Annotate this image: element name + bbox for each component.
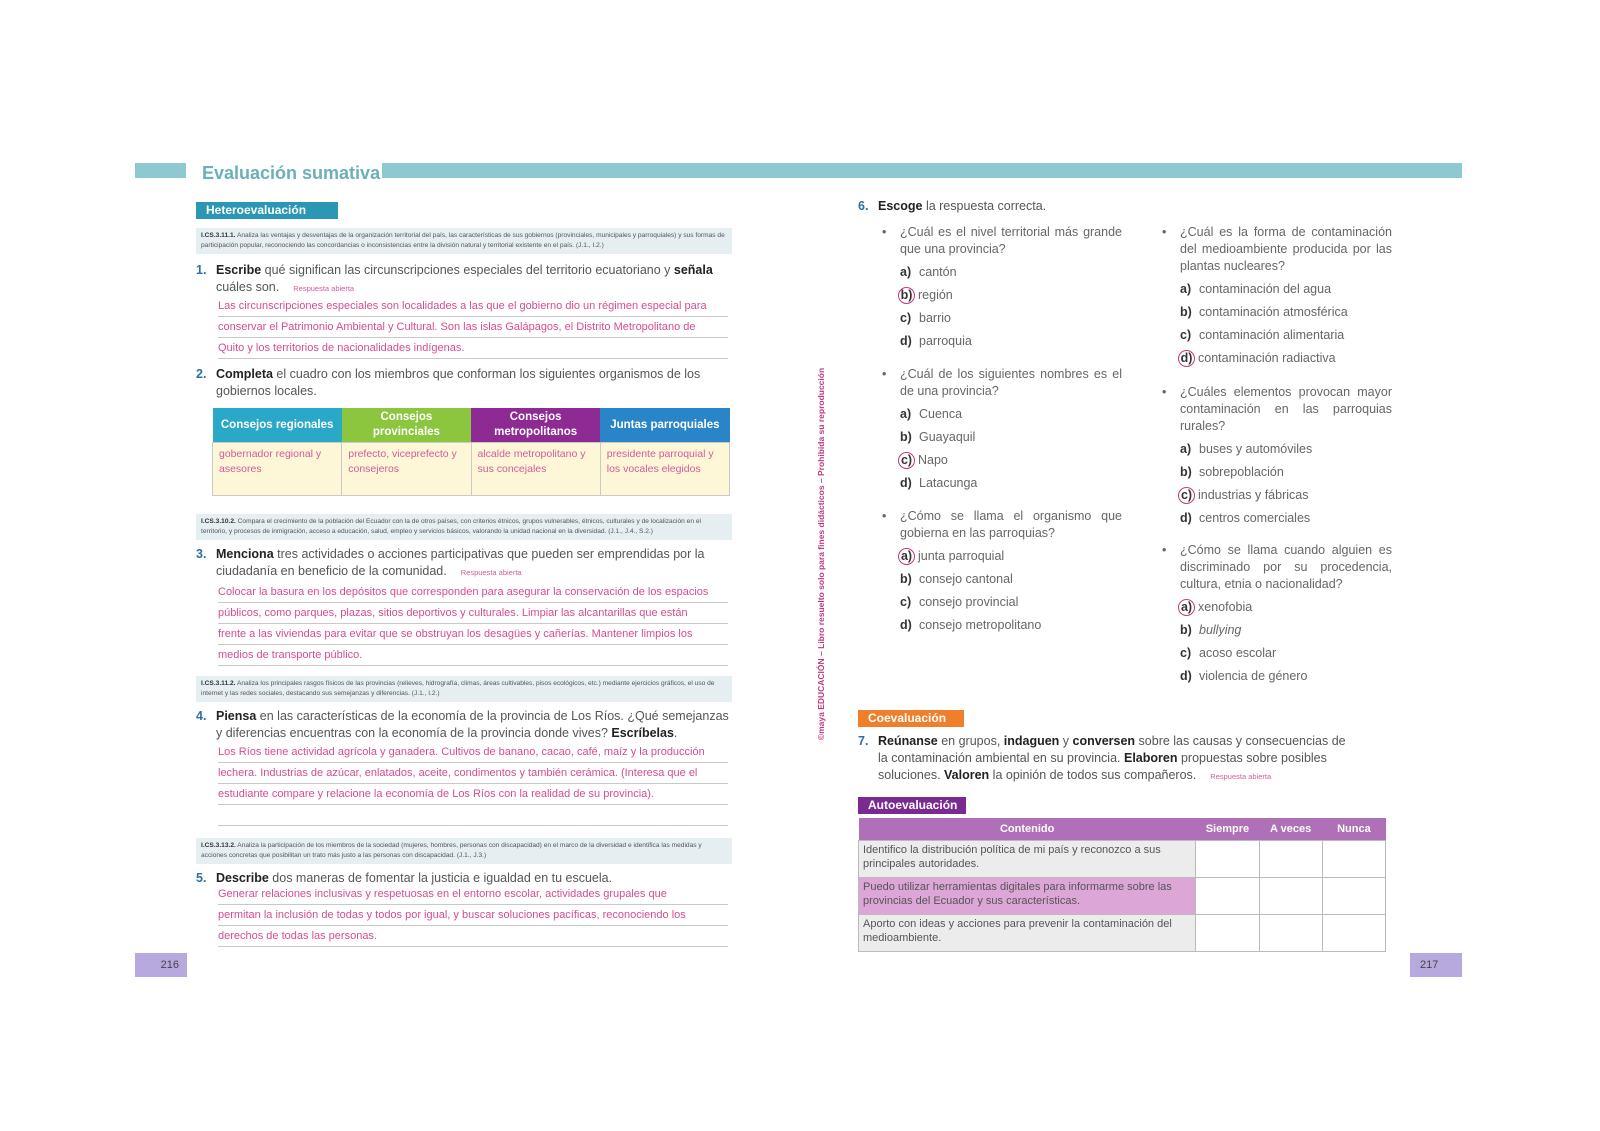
table-cell: presidente parroquial y los vocales elegidos: [600, 443, 729, 496]
checkbox-cell-siempre[interactable]: [1196, 841, 1259, 878]
mcq-item: • ¿Cómo se llama el organismo que gobierna en las parroquias? a) junta parroquial b) consejo cantonal c) consejo provincial d) consejo metropolitano: [882, 508, 1122, 648]
mcq-item: • ¿Cuál es la forma de contaminación del medioambiente producida por las plantas nucleares? a) contaminación del agua b) contaminación atmosférica c) contaminación alimentaria d) contaminación radiactiva: [1162, 224, 1392, 374]
checkbox-cell-siempre[interactable]: [1196, 878, 1259, 915]
option[interactable]: d) consejo metropolitano: [900, 618, 1042, 632]
checkbox-cell-nunca[interactable]: [1322, 878, 1385, 915]
header-juntas-parroquiales: Juntas parroquiales: [600, 408, 729, 443]
header-nunca: Nunca: [1322, 818, 1385, 841]
question-2: 2. Completa el cuadro con los miembros que conforman los siguientes organismos de los gobiernos locales.: [196, 367, 701, 398]
header-contenido: Contenido: [859, 818, 1196, 841]
option[interactable]: a) buses y automóviles: [1180, 442, 1313, 456]
copyright-sidebar: ©maya EDUCACIÓN – Libro resuelto solo para fines didácticos – Prohibida su reproducción: [816, 367, 826, 741]
question-4: 4. Piensa en las características de la economía de la provincia de Los Ríos. ¿Qué semejanzas y diferencias encuentras con la economía de la provincia donde vives? Escríbelas.: [196, 709, 729, 740]
checkbox-cell-a-veces[interactable]: [1259, 841, 1322, 878]
checkbox-cell-a-veces[interactable]: [1259, 915, 1322, 952]
answer-4: Los Ríos tiene actividad agrícola y ganadera. Cultivos de banano, cacao, café, maíz y la producción lechera. Industrias de azúcar, enlatados, aceite, condimentos y también cerámica. (Interesa que el estudiante compare y relacione la economía de Los Ríos con la realidad de su provincia).: [218, 742, 728, 826]
page-title: Evaluación sumativa: [186, 158, 382, 188]
option-selected[interactable]: b) región: [900, 285, 953, 305]
skill-indicator-2: I.CS.3.10.2. Compara el crecimiento de la población del Ecuador con la de otros países, con criterios étnicos, grupos vulnerables, étnicos, culturales y de localización en el territorio, y procesos de inmigración, acceso a educación, salud, empleo y servicios básicos, valorando la unidad nacional en la diversidad. (J.1., J.4., S.2.): [196, 514, 732, 540]
header-consejos-regionales: Consejos regionales: [213, 408, 342, 443]
checkbox-cell-nunca[interactable]: [1322, 841, 1385, 878]
skill-indicator-3: I.CS.3.11.2. Analiza los principales rasgos físicos de las provincias (relieves, hidrografía, climas, áreas cultivables, pisos ecológicos, etc.) mediante ejercicios gráficos, el uso de internet y las redes sociales, destacando sus semejanzas y diferencias. (J.1., I.2.): [196, 676, 732, 702]
option[interactable]: c) barrio: [900, 311, 951, 325]
option[interactable]: c) acoso escolar: [1180, 646, 1277, 660]
autoevaluacion-table: [858, 818, 1386, 952]
option-selected[interactable]: a) xenofobia: [1180, 597, 1252, 617]
table-cell: prefecto, viceprefecto y consejeros: [342, 443, 471, 496]
answer-5: Generar relaciones inclusivas y respetuosas en el entorno escolar, actividades grupales que permitan la inclusión de todas y todos por igual, y buscar soluciones pacíficas, reconociendo los derechos de todas las personas.: [218, 884, 728, 947]
table-row: Identifico la distribución política de mi país y reconozco a sus principales autoridades.: [859, 841, 1196, 878]
table-cell: gobernador regional y asesores: [213, 443, 342, 496]
option[interactable]: d) centros comerciales: [1180, 511, 1311, 525]
table-row: Puedo utilizar herramientas digitales para informarme sobre las provincias del Ecuador y sus características.: [859, 878, 1196, 915]
skill-indicator-1: I.CS.3.11.1. Analiza las ventajas y desventajas de la organización territorial del país, las características de sus gobiernos (provinciales, municipales y parroquiales) y sus formas de participación popular, reconociendo las concordancias o inconsistencias entre la división natural y territorial existente en el país. (J.1., I.2.): [196, 228, 732, 254]
open-answer-note: Respuesta abierta: [293, 284, 355, 293]
option-selected[interactable]: d) contaminación radiactiva: [1180, 348, 1336, 368]
answer-1: Las circunscripciones especiales son localidades a las que el gobierno dio un régimen especial para conservar el Patrimonio Ambiental y Cultural. Son las islas Galápagos, el Distrito Metropolitano de Quito y los territorios de nacionalidades indígenas.: [218, 296, 728, 359]
option[interactable]: b) contaminación atmosférica: [1180, 305, 1348, 319]
header-consejos-provinciales: Consejos provinciales: [342, 408, 471, 443]
option[interactable]: d) parroquia: [900, 334, 972, 348]
question-7: 7. Reúnanse en grupos, indaguen y conversen sobre las causas y consecuencias de la contaminación ambiental en su provincia. Elaboren propuestas sobre posibles soluciones. Valoren la opinión de todos sus compañeros. Respuesta abierta: [858, 734, 1346, 782]
open-answer-note: Respuesta abierta: [460, 568, 522, 577]
header-siempre: Siempre: [1196, 818, 1259, 841]
checkbox-cell-a-veces[interactable]: [1259, 878, 1322, 915]
option[interactable]: c) consejo provincial: [900, 595, 1019, 609]
question-6: 6. Escoge la respuesta correcta.: [858, 199, 1047, 213]
skill-indicator-4: I.CS.3.13.2. Analiza la participación de los miembros de la sociedad (mujeres, hombres, personas con discapacidad) en el marco de la diversidad e identifica las medidas y acciones concretas que posibilitan un trato más justo a las personas con discapacidad. (J.1., J.3.): [196, 838, 732, 864]
question-1: 1. Escribe qué significan las circunscripciones especiales del territorio ecuatoriano y señala cuáles son. Respuesta abierta: [196, 263, 713, 294]
section-autoevaluacion: Autoevaluación: [858, 797, 966, 814]
option[interactable]: d) Latacunga: [900, 476, 978, 490]
option-selected[interactable]: a) junta parroquial: [900, 546, 1004, 566]
header-a-veces: A veces: [1259, 818, 1322, 841]
option[interactable]: b) sobrepoblación: [1180, 465, 1284, 479]
table-row: Aporto con ideas y acciones para prevenir la contaminación del medioambiente.: [859, 915, 1196, 952]
option[interactable]: a) contaminación del agua: [1180, 282, 1332, 296]
option[interactable]: d) violencia de género: [1180, 669, 1308, 683]
answer-3: Colocar la basura en los depósitos que corresponden para asegurar la conservación de los espacios públicos, como parques, plazas, sitios deportivos y culturales. Limpiar las alcantarillas que están frente a las viviendas para evitar que se obstruyan los desagües y cañerías. Mantener limpios los medios de transporte público.: [218, 582, 728, 666]
option-selected[interactable]: c) Napo: [900, 450, 948, 470]
question-3: 3. Menciona tres actividades o acciones participativas que pueden ser emprendidas por la ciudadanía en beneficio de la comunidad. Respuesta abierta: [196, 547, 705, 578]
option-selected[interactable]: c) industrias y fábricas: [1180, 485, 1308, 505]
option[interactable]: a) cantón: [900, 265, 957, 279]
mcq-item: • ¿Cómo se llama cuando alguien es discriminado por su procedencia, cultura, etnia o nacionalidad? a) xenofobia b) bullying c) acoso escolar d) violencia de género: [1162, 542, 1392, 692]
option[interactable]: c) contaminación alimentaria: [1180, 328, 1345, 342]
mcq-item: • ¿Cuál es el nivel territorial más grande que una provincia? a) cantón b) región c) barrio d) parroquia: [882, 224, 1122, 374]
open-answer-note: Respuesta abierta: [1210, 772, 1272, 781]
page-number-left: 216: [135, 953, 187, 977]
option[interactable]: b) Guayaquil: [900, 430, 976, 444]
checkbox-cell-siempre[interactable]: [1196, 915, 1259, 952]
option[interactable]: a) Cuenca: [900, 407, 963, 421]
checkbox-cell-nunca[interactable]: [1322, 915, 1385, 952]
mcq-item: • ¿Cuáles elementos provocan mayor contaminación en las parroquias rurales? a) buses y automóviles b) sobrepoblación c) industrias y fábricas d) centros comerciales: [1162, 384, 1392, 534]
header-consejos-metropolitanos: Consejos metropolitanos: [471, 408, 600, 443]
section-coevaluacion: Coevaluación: [858, 710, 964, 727]
question-5: 5. Describe dos maneras de fomentar la justicia e igualdad en tu escuela.: [196, 871, 613, 885]
mcq-item: • ¿Cuál de los siguientes nombres es el de una provincia? a) Cuenca b) Guayaquil c) Napo d) Latacunga: [882, 366, 1122, 506]
page-number-right: 217: [1410, 953, 1462, 977]
option[interactable]: b) consejo cantonal: [900, 572, 1013, 586]
option[interactable]: b) bullying: [1180, 623, 1242, 637]
table-cell: alcalde metropolitano y sus concejales: [471, 443, 600, 496]
section-heteroevaluacion: Heteroevaluación: [196, 202, 338, 219]
